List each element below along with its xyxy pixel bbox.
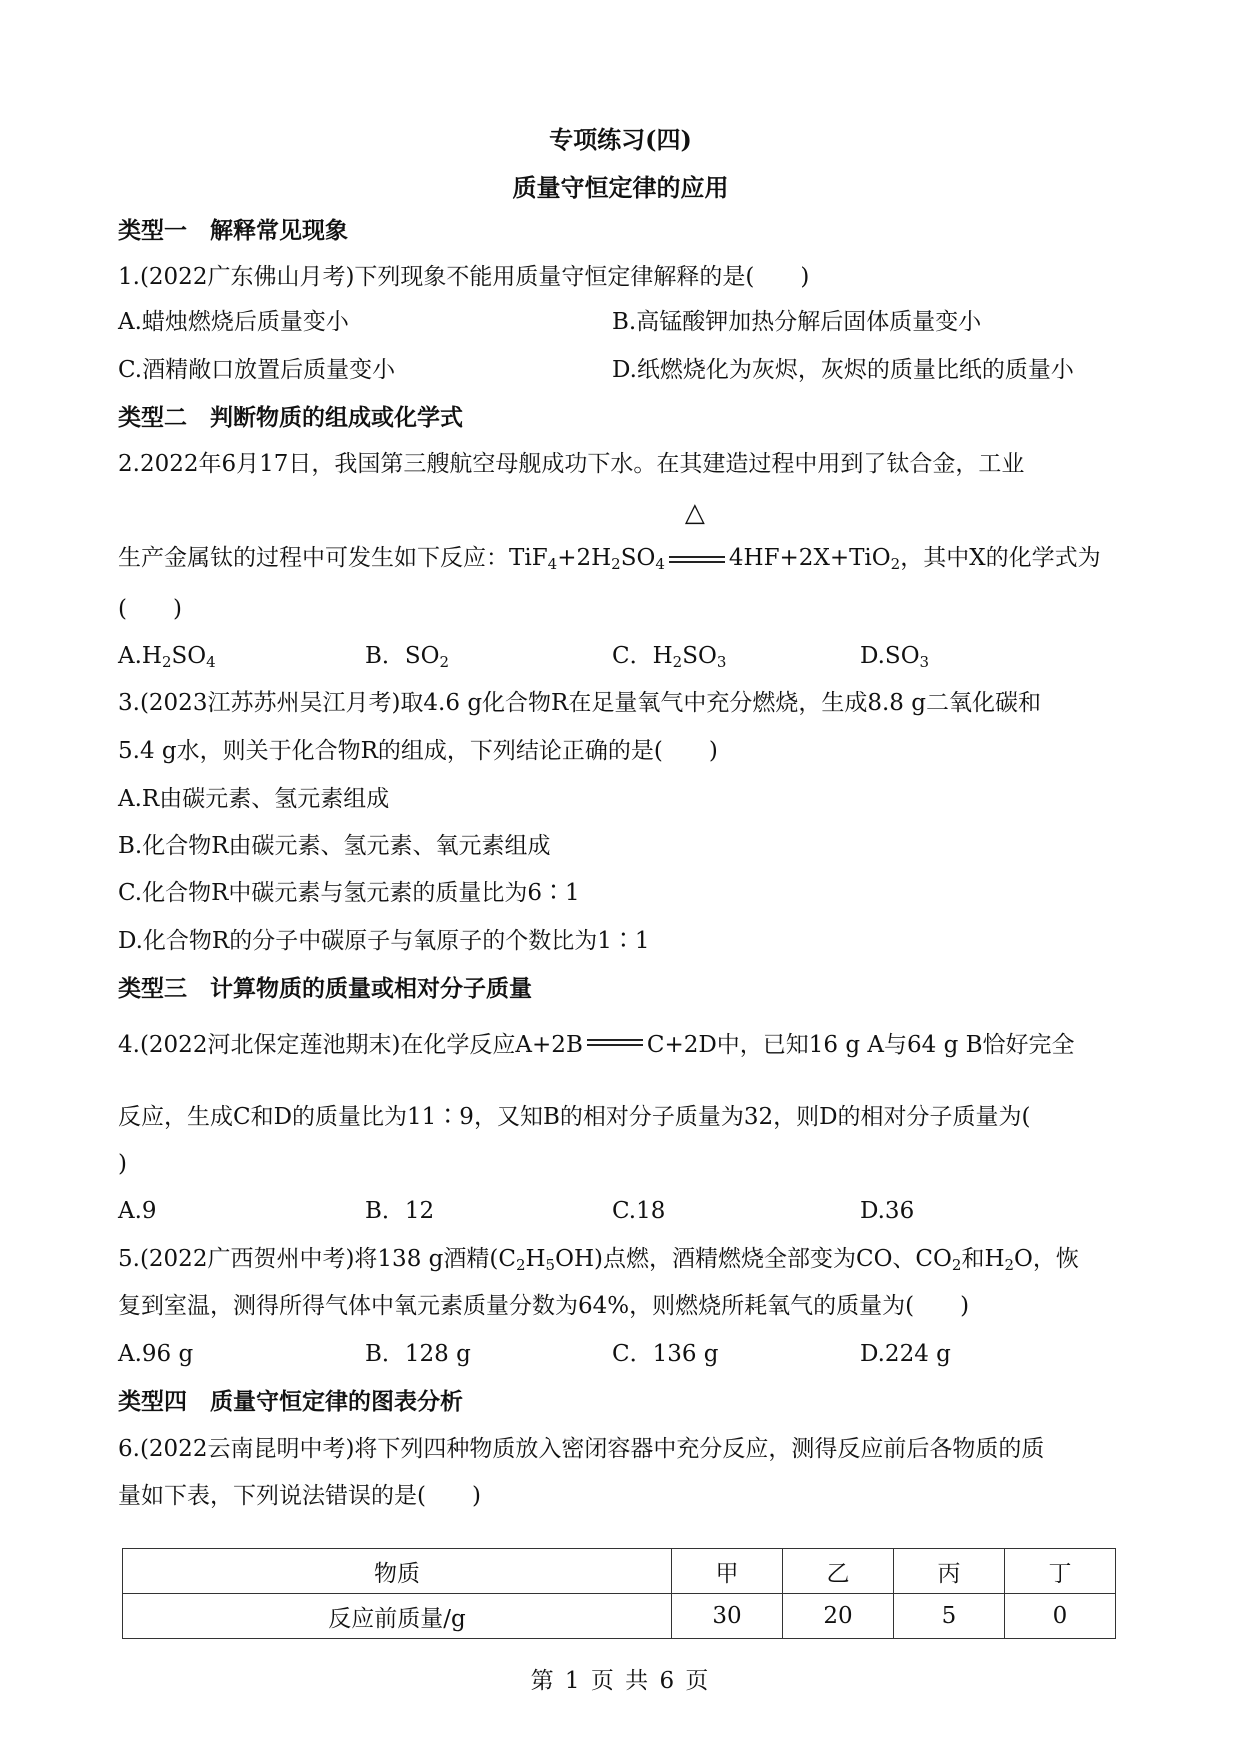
question-5-option-d: D.224 g [860, 1341, 951, 1367]
question-5-line-2: 复到室温，测得所得气体中氧元素质量分数为64%，则燃烧所耗氧气的质量为( ) [118, 1293, 970, 1319]
question-2-option-d: $D.SO_3$ [860, 643, 930, 671]
table-cell: 反应前质量/g [123, 1594, 672, 1639]
page-footer: 第 1 页 共 6 页 [530, 1668, 711, 1694]
question-1-option-c: C.酒精敞口放置后质量变小 [118, 357, 396, 383]
question-2-option-b: B．$SO_2$ [365, 643, 450, 671]
question-3-line-1: 3.(2023江苏苏州吴江月考)取4.6 g化合物R在足量氧气中充分燃烧，生成8.8 g二氧化碳和 [118, 690, 1041, 716]
table-header-row [123, 1549, 1116, 1594]
mass-table [122, 1548, 1116, 1639]
question-6-line-1: 6.(2022云南昆明中考)将下列四种物质放入密闭容器中充分反应，测得反应前后各物质的质 [118, 1436, 1045, 1462]
question-2-option-a: $A.H_2SO_4$ [118, 643, 216, 671]
question-4-line-2: 反应，生成C和D的质量比为11∶9，又知B的相对分子质量为32，则D的相对分子质量为( [118, 1104, 1031, 1130]
question-5-option-c: C．136 g [612, 1341, 719, 1367]
table-header-cell: 乙 [783, 1549, 894, 1594]
question-5-line-1: 5.(2022广西贺州中考)将138 g酒精$(C_2H_5OH)$点燃，酒精燃烧全部变为CO、$CO_2$和$H_2O$，恢 [118, 1246, 1079, 1274]
question-1-option-a: A.蜡烛燃烧后质量变小 [118, 309, 349, 335]
question-1-option-d: D.纸燃烧化为灰烬，灰烬的质量比纸的质量小 [612, 357, 1074, 383]
question-4-option-c: C.18 [612, 1198, 666, 1224]
equals-sign [587, 1031, 643, 1061]
table-row [123, 1594, 1116, 1639]
table-header-cell: 丁 [1005, 1549, 1116, 1594]
question-3-option-c: C.化合物R中碳元素与氢元素的质量比为6∶1 [118, 880, 580, 906]
table-header-cell: 甲 [672, 1549, 783, 1594]
table-header-cell: 丙 [894, 1549, 1005, 1594]
question-4-option-d: D.36 [860, 1198, 915, 1224]
question-1-option-b: B.高锰酸钾加热分解后固体质量变小 [612, 309, 982, 335]
question-2-paren: ( ) [118, 596, 182, 622]
question-2-option-c: C．$H_2SO_3$ [612, 643, 727, 671]
heat-triangle-icon: △ [684, 498, 705, 528]
heating-equals-sign [669, 498, 725, 574]
question-3-option-b: B.化合物R由碳元素、氢元素、氧元素组成 [118, 833, 551, 859]
section-heading-1: 类型一 解释常见现象 [118, 218, 348, 244]
question-3-option-d: D.化合物R的分子中碳原子与氧原子的个数比为1∶1 [118, 928, 650, 954]
table-cell: 0 [1005, 1594, 1116, 1639]
question-3-line-2: 5.4 g水，则关于化合物R的组成，下列结论正确的是( ) [118, 738, 718, 764]
page-title: 专项练习(四) [549, 125, 692, 154]
table-cell: 20 [783, 1594, 894, 1639]
question-5-option-b: B．128 g [365, 1341, 471, 1367]
question-4-option-a: A.9 [118, 1198, 157, 1224]
question-1-stem: 1.(2022广东佛山月考)下列现象不能用质量守恒定律解释的是( ) [118, 264, 810, 290]
table-cell: 30 [672, 1594, 783, 1639]
question-4-line-3: ) [118, 1151, 127, 1177]
table-header-cell: 物质 [123, 1549, 672, 1594]
question-4-option-b: B．12 [365, 1198, 435, 1224]
section-heading-4: 类型四 质量守恒定律的图表分析 [118, 1389, 463, 1415]
table-cell: 5 [894, 1594, 1005, 1639]
question-3-option-a: A.R由碳元素、氢元素组成 [118, 786, 390, 812]
question-4-line-1: 4.(2022河北保定莲池期末)在化学反应A+2B C+2D中，已知16 g A与64 g B恰好完全 [118, 1030, 1075, 1061]
question-6-line-2: 量如下表，下列说法错误的是( ) [118, 1483, 481, 1509]
section-heading-3: 类型三 计算物质的质量或相对分子质量 [118, 976, 532, 1002]
section-heading-2: 类型二 判断物质的组成或化学式 [118, 405, 463, 431]
question-2-line-1: 2.2022年6月17日，我国第三艘航空母舰成功下水。在其建造过程中用到了钛合金，工业 [118, 451, 1025, 477]
page-subtitle: 质量守恒定律的应用 [512, 173, 729, 202]
question-5-option-a: A.96 g [118, 1341, 194, 1367]
question-2-equation-line: 生产金属钛的过程中可发生如下反应：$TiF_4+2H_2SO_4$ △ 4HF+2X+TiO$_2$，其中X的化学式为 [118, 498, 1101, 573]
